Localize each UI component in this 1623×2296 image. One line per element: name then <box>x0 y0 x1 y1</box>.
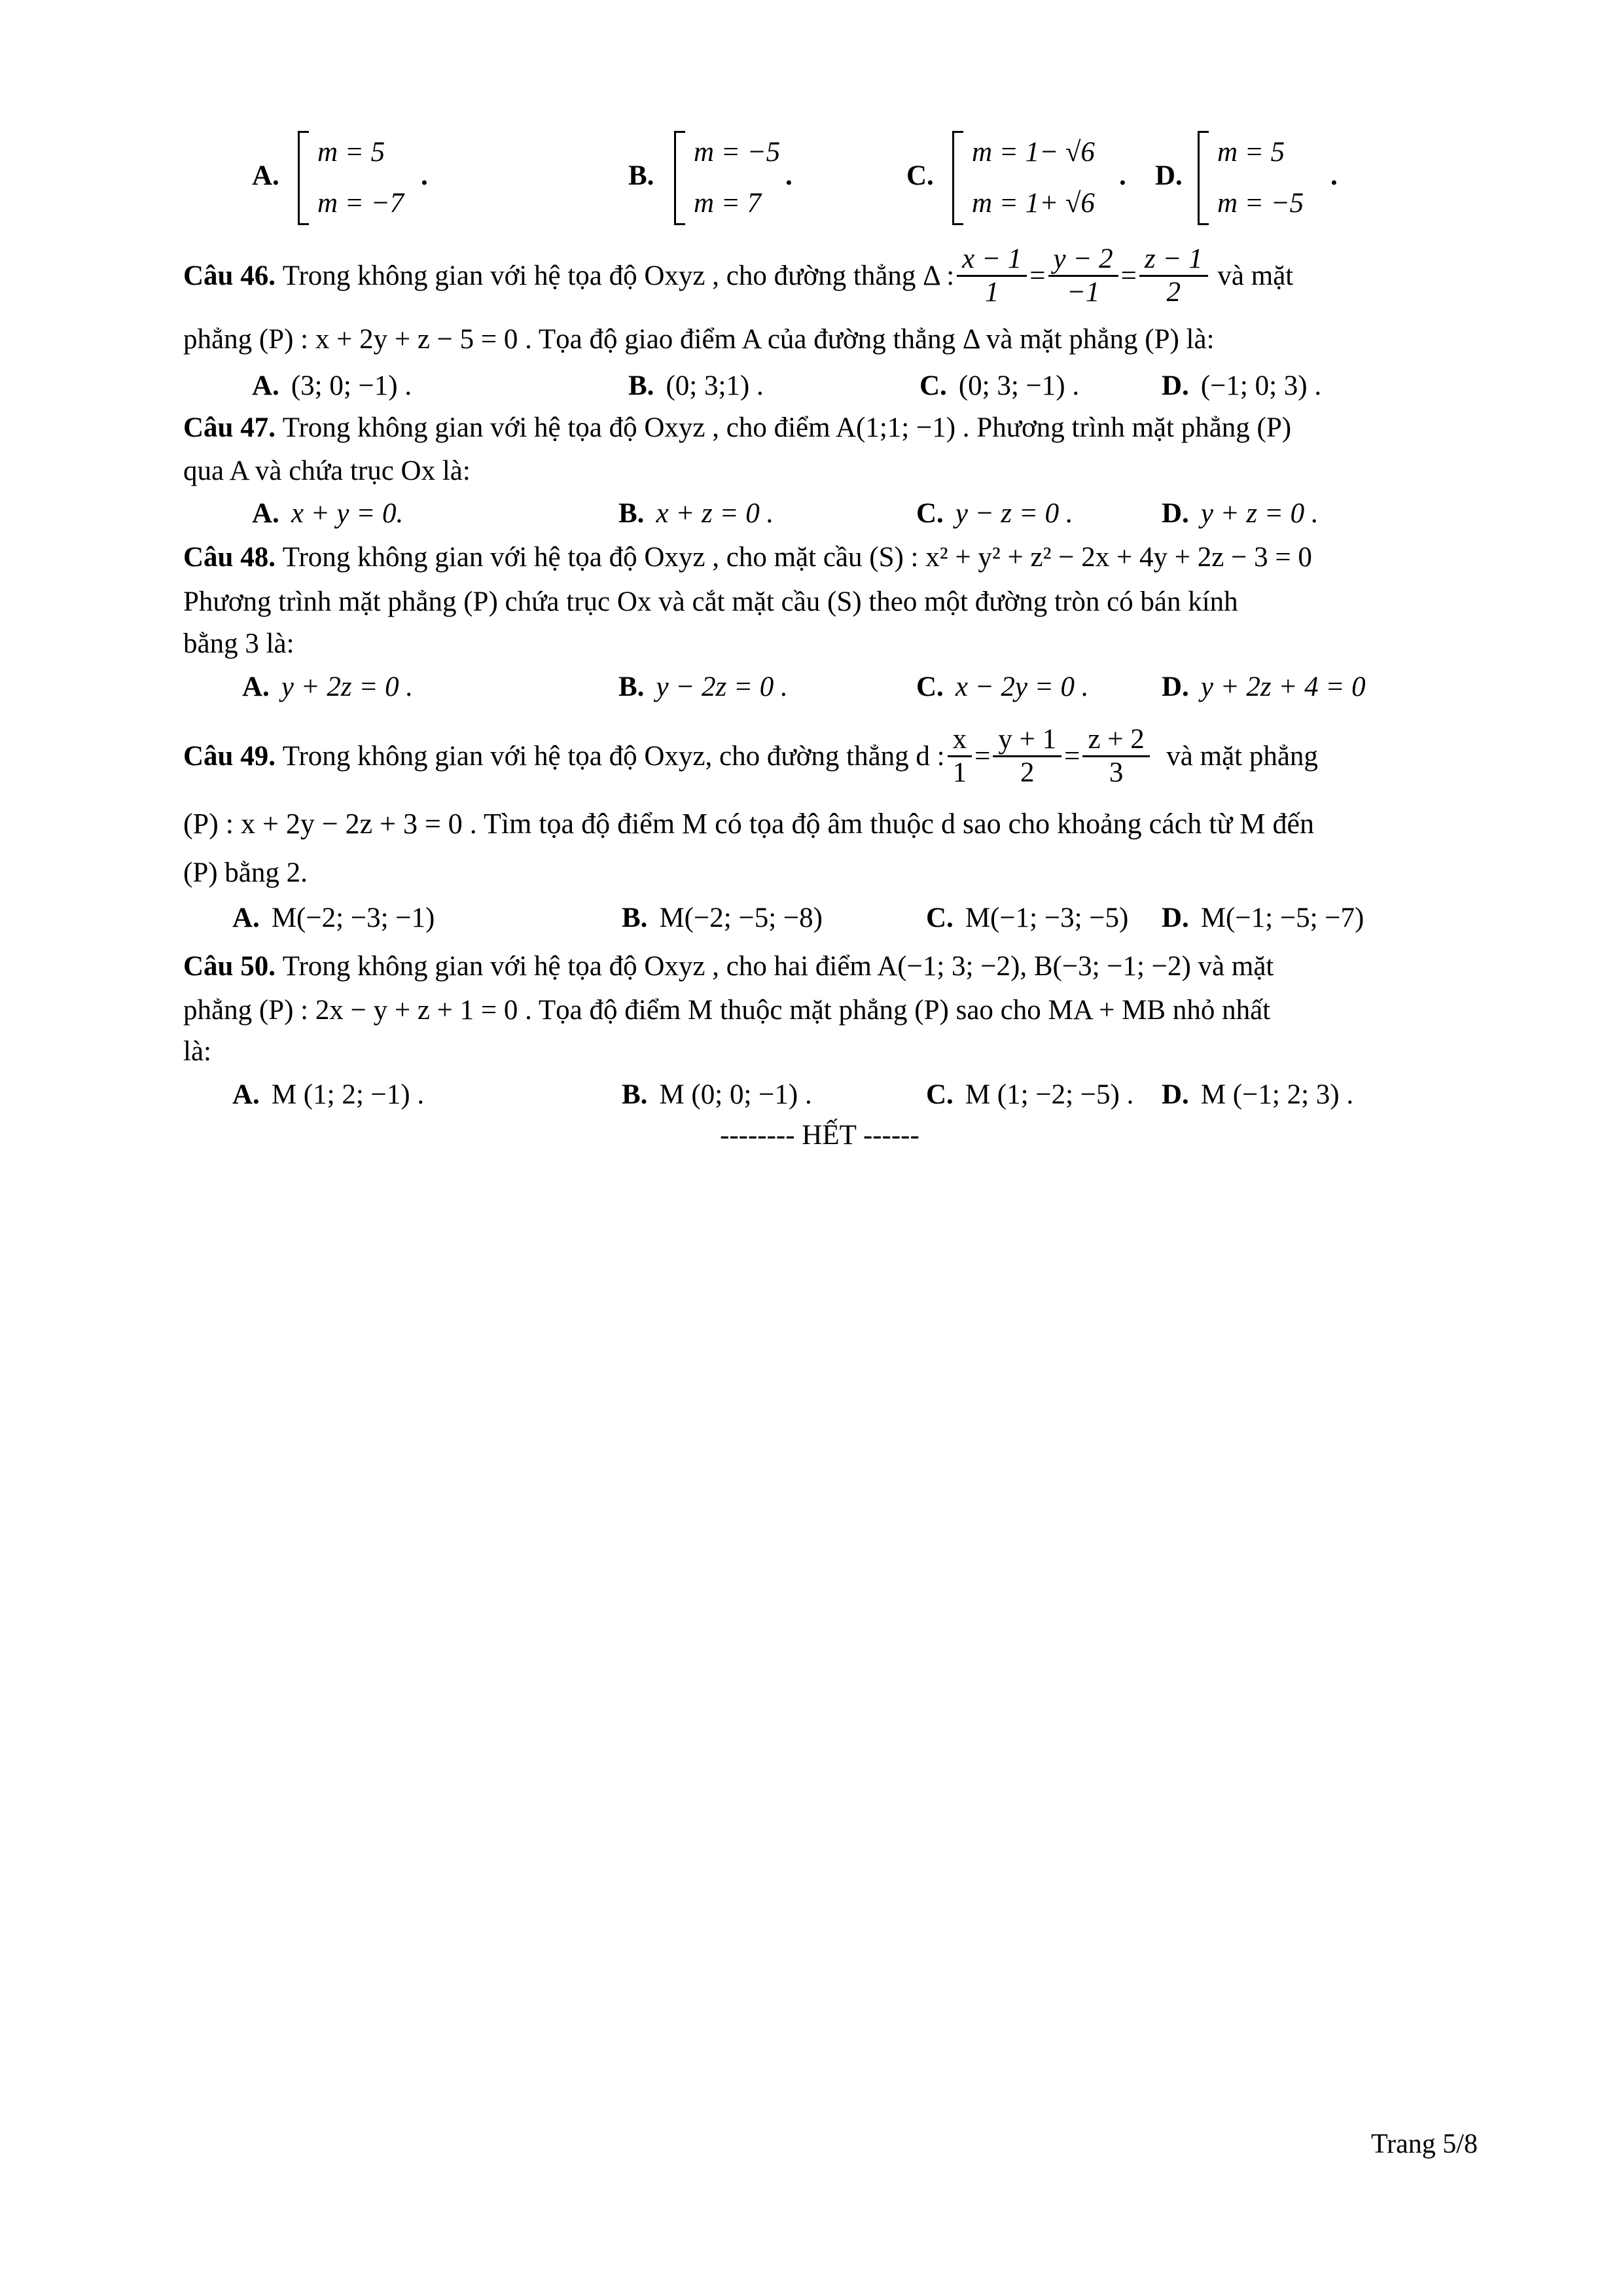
q48-option-b: B. y − 2z = 0 . <box>618 672 788 702</box>
system-row-2: m = 7 <box>694 188 762 219</box>
q48-option-a: A. y + 2z = 0 . <box>242 672 414 702</box>
end-mark: -------- HẾT ------ <box>720 1120 919 1151</box>
q45-option-a <box>252 131 448 223</box>
q48-line-2: Phương trình mặt phẳng (P) chứa trục Ox và cắt mặt cầu (S) theo một đường tròn có bán kính <box>183 586 1238 617</box>
q49-option-a: A. M(−2; −3; −1) <box>232 903 435 933</box>
system-row-1: m = −5 <box>694 137 781 168</box>
q47-option-c: C. y − z = 0 . <box>916 498 1073 529</box>
q49-line-1: Câu 49. Trong không gian với hệ tọa độ Oxyz, cho đường thẳng d : $\frac{x}{1}$ = $\frac{y + 1}{2}$ = $\frac{z + 2}{3}$ và mặt phẳng <box>183 724 1318 788</box>
period: . <box>1119 160 1126 191</box>
fraction: $\frac{y + 1}{2}$ <box>993 724 1061 788</box>
q49-line-2: (P) : x + 2y − 2z + 3 = 0 . Tìm tọa độ điểm M có tọa độ âm thuộc d sao cho khoảng cách từ M đến <box>183 808 1314 840</box>
bracket <box>674 131 685 225</box>
q47-line-1: Câu 47. Trong không gian với hệ tọa độ Oxyz , cho điểm A(1;1; −1) . Phương trình mặt phẳng (P) <box>183 412 1292 443</box>
fraction: $\frac{y - 2}{-1}$ <box>1048 243 1118 308</box>
q46-option-d: D. (−1; 0; 3) . <box>1162 370 1322 401</box>
period: . <box>1330 160 1338 191</box>
q48-option-d: D. y + 2z + 4 = 0 <box>1162 672 1366 702</box>
q45-option-d <box>1155 131 1351 223</box>
q48-line-1: Câu 48. Trong không gian với hệ tọa độ Oxyz , cho mặt cầu (S) : x² + y² + z² − 2x + 4y + 2z − 3 = 0 <box>183 542 1312 573</box>
q48-line-3: bằng 3 là: <box>183 628 294 659</box>
system-row-2: m = −7 <box>317 188 404 219</box>
q50-option-b: B. M (0; 0; −1) . <box>622 1079 812 1110</box>
q46-line-2: phẳng (P) : x + 2y + z − 5 = 0 . Tọa độ giao điểm A của đường thẳng Δ và mặt phẳng (P) là: <box>183 324 1215 355</box>
q46-line-1: Câu 46. Trong không gian với hệ tọa độ Oxyz , cho đường thẳng Δ : $\frac{x - 1}{1}$ = $\frac{y - 2}{-1}$ = $\frac{z - 1}{2}$ và mặt <box>183 243 1294 308</box>
fraction: $\frac{z + 2}{3}$ <box>1082 724 1149 788</box>
bracket <box>952 131 963 225</box>
question-text: Trong không gian với hệ tọa độ Oxyz , cho đường thẳng Δ : <box>282 260 955 291</box>
system-row-1: m = 1− √6 <box>972 137 1095 168</box>
q45-option-b <box>628 131 825 223</box>
q50-line-2: phẳng (P) : 2x − y + z + 1 = 0 . Tọa độ điểm M thuộc mặt phẳng (P) sao cho MA + MB nhỏ nhất <box>183 995 1271 1026</box>
bracket <box>1198 131 1209 225</box>
question-number: Câu 49. <box>183 740 276 772</box>
period: . <box>421 160 428 191</box>
system-row-2: m = −5 <box>1217 188 1304 219</box>
q47-option-a: A. x + y = 0. <box>252 498 404 529</box>
bracket <box>298 131 309 225</box>
q48-option-c: C. x − 2y = 0 . <box>916 672 1089 702</box>
option-label: B. <box>628 160 654 191</box>
option-label: A. <box>252 160 279 191</box>
q46-option-b: B. (0; 3;1) . <box>628 370 764 401</box>
system-row-1: m = 5 <box>1217 137 1285 168</box>
question-number: Câu 46. <box>183 260 276 291</box>
q50-line-3: là: <box>183 1036 211 1067</box>
q50-option-d: D. M (−1; 2; 3) . <box>1162 1079 1354 1110</box>
period: . <box>785 160 793 191</box>
question-text: Trong không gian với hệ tọa độ Oxyz, cho đường thẳng d : <box>282 740 945 772</box>
q47-line-2: qua A và chứa trục Ox là: <box>183 456 471 486</box>
q50-option-a: A. M (1; 2; −1) . <box>232 1079 425 1110</box>
fraction: $\frac{z - 1}{2}$ <box>1139 243 1208 308</box>
option-label: D. <box>1155 160 1183 191</box>
question-text-tail: và mặt <box>1217 260 1294 291</box>
system-row-1: m = 5 <box>317 137 385 168</box>
q49-option-c: C. M(−1; −3; −5) <box>926 903 1129 933</box>
question-text-tail: và mặt phẳng <box>1166 740 1318 772</box>
fraction: $\frac{x}{1}$ <box>948 724 972 788</box>
q46-option-c: C. (0; 3; −1) . <box>919 370 1080 401</box>
page-footer: Trang 5/8 <box>1371 2129 1478 2159</box>
q45-option-c <box>906 131 1155 223</box>
system-row-2: m = 1+ √6 <box>972 188 1095 219</box>
q49-option-b: B. M(−2; −5; −8) <box>622 903 823 933</box>
q47-option-d: D. y + z = 0 . <box>1162 498 1319 529</box>
fraction: $\frac{x - 1}{1}$ <box>957 243 1027 308</box>
q46-option-a: A. (3; 0; −1) . <box>252 370 412 401</box>
q49-line-3: (P) bằng 2. <box>183 857 308 888</box>
q47-option-b: B. x + z = 0 . <box>618 498 774 529</box>
q50-option-c: C. M (1; −2; −5) . <box>926 1079 1134 1110</box>
q50-line-1: Câu 50. Trong không gian với hệ tọa độ Oxyz , cho hai điểm A(−1; 3; −2), B(−3; −1; −2) và mặt <box>183 951 1274 982</box>
option-label: C. <box>906 160 934 191</box>
q49-option-d: D. M(−1; −5; −7) <box>1162 903 1364 933</box>
